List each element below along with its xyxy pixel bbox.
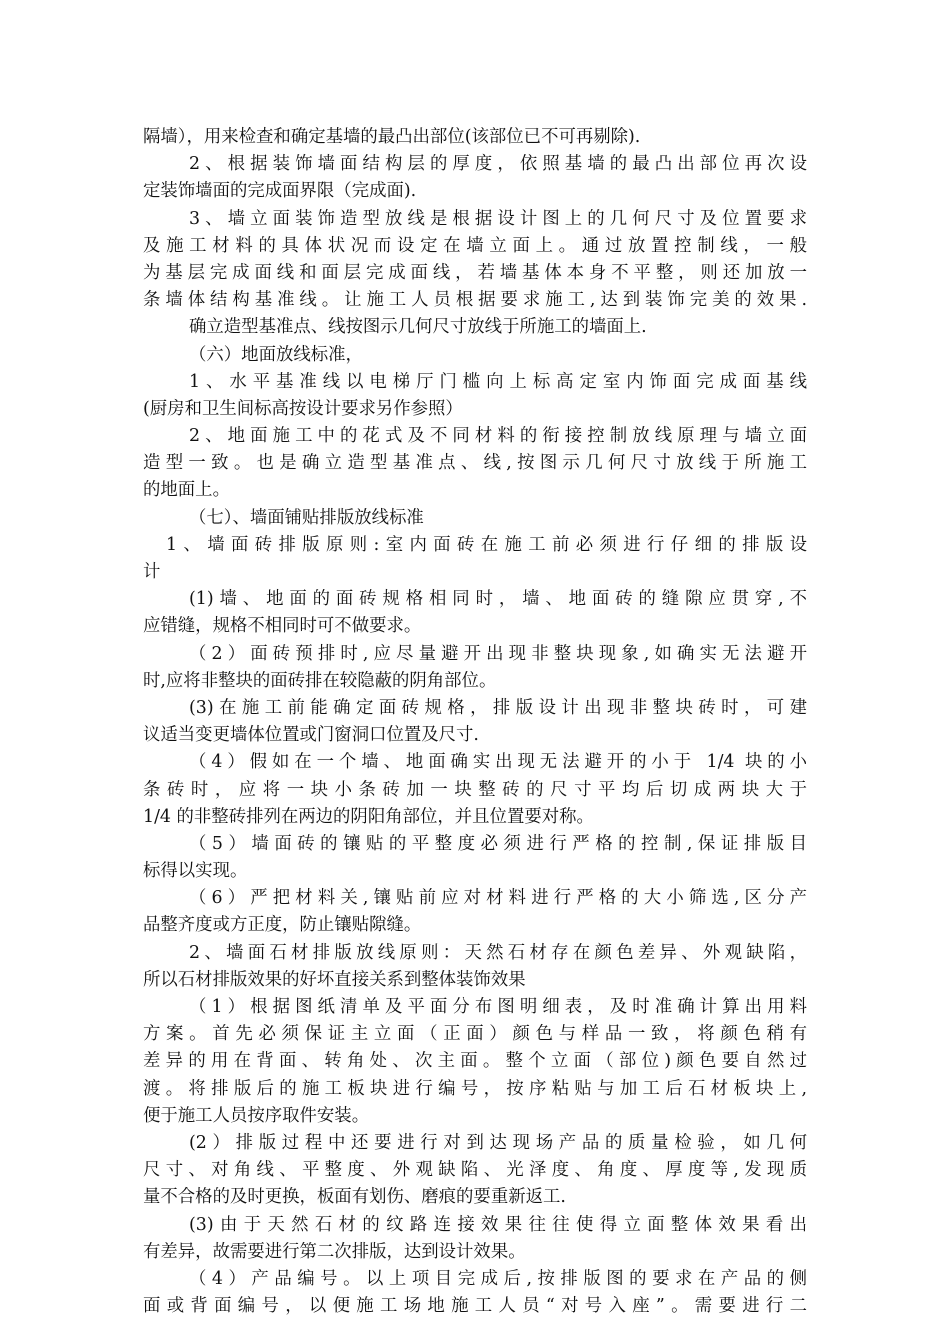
text-line: (2）排版过程中还要进行对到达现场产品的质量检验，如几何 bbox=[189, 1132, 807, 1153]
text-line: (厨房和卫生间标高按设计要求另作参照） bbox=[143, 398, 463, 419]
text-line: 确立造型基准点、线按图示几何尺寸放线于所施工的墙面上. bbox=[189, 317, 647, 338]
text-line: 时,应将非整块的面砖排在较隐蔽的阴角部位。 bbox=[143, 670, 497, 691]
text-line: 定装饰墙面的完成面界限（完成面). bbox=[143, 181, 417, 202]
text-line: 1、墙面砖排版原则:室内面砖在施工前必须进行仔细的排版设 bbox=[166, 534, 807, 555]
text-line: (3)由于天然石材的纹路连接效果往往使得立面整体效果看出 bbox=[189, 1214, 807, 1235]
text-line: 造型一致。也是确立造型基准点、线,按图示几何尺寸放线于所施工 bbox=[143, 453, 807, 474]
text-line: 隔墙），用来检查和确定基墙的最凸出部位(该部位已不可再剔除). bbox=[143, 127, 641, 147]
text-line: 方案。首先必须保证主立面（正面）颜色与样品一致，将颜色稍有 bbox=[143, 1024, 807, 1045]
text-line: 计 bbox=[143, 562, 161, 582]
text-line: 尺寸、对角线、平整度、外观缺陷、光泽度、角度、厚度等,发现质 bbox=[143, 1160, 807, 1181]
text-line: （4）产品编号。以上项目完成后,按排版图的要求在产品的侧 bbox=[189, 1268, 807, 1289]
text-line: 标得以实现。 bbox=[143, 861, 248, 882]
text-line: （1）根据图纸清单及平面分布图明细表，及时准确计算出用料 bbox=[189, 997, 807, 1017]
text-line: (3)在施工前能确定面砖规格，排版设计出现非整块砖时，可建 bbox=[189, 697, 807, 718]
text-line: 条砖时，应将一块小条砖加一块整砖的尺寸平均后切成两块大于 bbox=[143, 779, 807, 800]
text-line: 2、地面施工中的花式及不同材料的衔接控制放线原理与墙立面 bbox=[189, 426, 807, 447]
text-line: 所以石材排版效果的好坏直接关系到整体装饰效果 bbox=[143, 969, 526, 990]
text-line: 3、墙立面装饰造型放线是根据设计图上的几何尺寸及位置要求 bbox=[189, 208, 807, 229]
text-line: 1/4 的非整砖排列在两边的阴阳角部位，并且位置要对称。 bbox=[143, 806, 594, 827]
text-line: （6）严把材料关,镶贴前应对材料进行严格的大小筛选,区分产 bbox=[189, 888, 807, 909]
text-line: （七）、墙面铺贴排版放线标准 bbox=[189, 507, 424, 528]
text-line: 差异的用在背面、转角处、次主面。整个立面（部位)颜色要自然过 bbox=[143, 1051, 807, 1072]
text-line: 有差异，故需要进行第二次排版，达到设计效果。 bbox=[143, 1241, 526, 1262]
text-line: 应错缝，规格不相同时可不做要求。 bbox=[143, 616, 422, 637]
text-line: 为基层完成面线和面层完成面线，若墙基体本身不平整，则还加放一 bbox=[143, 262, 807, 283]
body-text bbox=[143, 124, 807, 1320]
text-line: 1、水平基准线以电梯厅门槛向上标高定室内饰面完成面基线 bbox=[189, 371, 807, 392]
text-line: 量不合格的及时更换，板面有划伤、磨痕的要重新返工. bbox=[143, 1187, 566, 1208]
text-line: 品整齐度或方正度，防止镶贴隙缝。 bbox=[143, 915, 422, 936]
text-line: （5）墙面砖的镶贴的平整度必须进行严格的控制,保证排版目 bbox=[189, 833, 807, 854]
text-line: 便于施工人员按序取件安装。 bbox=[143, 1105, 370, 1126]
text-line: 2、墙面石材排版放线原则：天然石材存在颜色差异、外观缺陷， bbox=[189, 942, 807, 963]
text-line: 条墙体结构基准线。让施工人员根据要求施工,达到装饰完美的效果. bbox=[143, 290, 807, 311]
text-line: 的地面上。 bbox=[143, 480, 230, 501]
text-line: 及施工材料的具体状况而设定在墙立面上。通过放置控制线，一般 bbox=[143, 235, 807, 256]
text-line: 渡。将排版后的施工板块进行编号，按序粘贴与加工后石材板块上, bbox=[143, 1078, 807, 1099]
text-line: 2、根据装饰墙面结构层的厚度，依照基墙的最凸出部位再次设 bbox=[189, 154, 807, 175]
text-line: （4）假如在一个墙、地面确实出现无法避开的小于 1/4 块的小 bbox=[189, 752, 807, 773]
text-line: （2）面砖预排时,应尽量避开出现非整块现象,如确实无法避开 bbox=[189, 643, 807, 664]
text-line: 面或背面编号，以便施工场地施工人员“对号入座”。需要进行二 bbox=[143, 1296, 807, 1317]
text-line: 议适当变更墙体位置或门窗洞口位置及尺寸. bbox=[143, 725, 479, 746]
text-line: （六）地面放线标准， bbox=[189, 344, 363, 365]
text-line: (1)墙、地面的面砖规格相同时，墙、地面砖的缝隙应贯穿,不 bbox=[189, 589, 807, 610]
